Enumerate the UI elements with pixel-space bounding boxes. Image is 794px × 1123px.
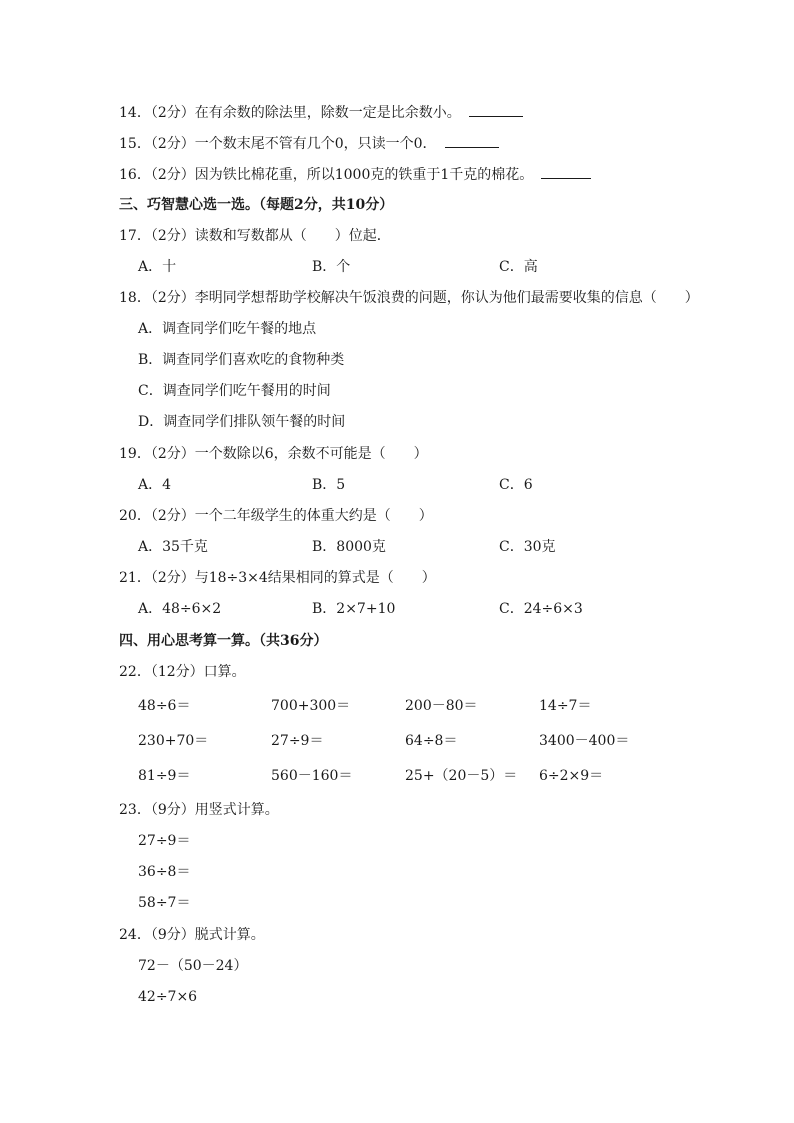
step-calc-item: 42÷7×6 [138, 989, 198, 1005]
question-14-text: 14．（2分）在有余数的除法里，除数一定是比余数小。 [119, 105, 461, 121]
question-18-stem: 18．（2分）李明同学想帮助学校解决午饭浪费的问题，你认为他们最需要收集的信息（ ） [119, 290, 699, 306]
vertical-calc-item: 58÷7＝ [138, 895, 191, 911]
section-4-title: 四、用心思考算一算。（共36分） [119, 633, 328, 649]
vertical-calc-item: 27÷9＝ [138, 833, 191, 849]
oral-calc-item: 81÷9＝ [138, 768, 191, 784]
question-17-stem: 17．（2分）读数和写数都从（ ）位起． [119, 228, 391, 244]
question-16-text: 16．（2分）因为铁比棉花重，所以1000克的铁重于1千克的棉花。 [119, 167, 534, 183]
question-23-stem: 23．（9分）用竖式计算。 [119, 802, 279, 818]
q19-option-b[interactable]: B．5 [312, 477, 346, 493]
q19-option-a[interactable]: A．4 [138, 477, 172, 493]
question-16 [119, 165, 591, 184]
q21-option-c[interactable]: C．24÷6×3 [499, 601, 583, 617]
q20-option-a[interactable]: A．35千克 [138, 539, 208, 555]
q18-option-c[interactable]: C．调查同学们吃午餐用的时间 [138, 383, 331, 399]
oral-calc-item: 560－160＝ [271, 768, 353, 784]
q18-option-a[interactable]: A．调查同学们吃午餐的地点 [138, 321, 317, 337]
question-22-stem: 22．（12分）口算。 [119, 664, 246, 680]
oral-calc-item: 200－80＝ [405, 698, 478, 714]
question-21-stem: 21．（2分）与18÷3×4结果相同的算式是（ ） [119, 570, 436, 586]
oral-calc-item: 230+70＝ [138, 733, 209, 749]
q18-option-d[interactable]: D．调查同学们排队领午餐的时间 [138, 414, 346, 430]
oral-calc-item: 25+（20－5）＝ [405, 768, 518, 784]
question-15-text: 15．（2分）一个数末尾不管有几个0，只读一个0． [119, 136, 437, 152]
answer-blank-14[interactable] [469, 103, 523, 117]
answer-blank-15[interactable] [445, 134, 499, 148]
question-20-stem: 20．（2分）一个二年级学生的体重大约是（ ） [119, 508, 433, 524]
vertical-calc-item: 36÷8＝ [138, 864, 191, 880]
question-15 [119, 134, 499, 153]
answer-blank-16[interactable] [541, 165, 591, 179]
section-3-title: 三、巧智慧心选一选。（每题2分，共10分） [119, 197, 394, 213]
q21-option-b[interactable]: B．2×7+10 [312, 601, 396, 617]
oral-calc-item: 14÷7＝ [539, 698, 592, 714]
oral-calc-item: 48÷6＝ [138, 698, 191, 714]
q17-option-a[interactable]: A．十 [138, 259, 177, 275]
step-calc-item: 72－（50－24） [138, 958, 248, 974]
oral-calc-item: 64÷8＝ [405, 733, 458, 749]
oral-calc-item: 700+300＝ [271, 698, 351, 714]
q20-option-c[interactable]: C．30克 [499, 539, 556, 555]
oral-calc-item: 6÷2×9＝ [539, 768, 604, 784]
question-14 [119, 103, 523, 122]
q18-option-b[interactable]: B．调查同学们喜欢吃的食物种类 [138, 352, 345, 368]
q17-option-b[interactable]: B．个 [312, 259, 351, 275]
question-24-stem: 24．（9分）脱式计算。 [119, 927, 265, 943]
q19-option-c[interactable]: C．6 [499, 477, 533, 493]
question-19-stem: 19．（2分）一个数除以6，余数不可能是（ ） [119, 446, 428, 462]
oral-calc-item: 3400－400＝ [539, 733, 630, 749]
q21-option-a[interactable]: A．48÷6×2 [138, 601, 222, 617]
oral-calc-item: 27÷9＝ [271, 733, 324, 749]
q17-option-c[interactable]: C．高 [499, 259, 538, 275]
q20-option-b[interactable]: B．8000克 [312, 539, 386, 555]
